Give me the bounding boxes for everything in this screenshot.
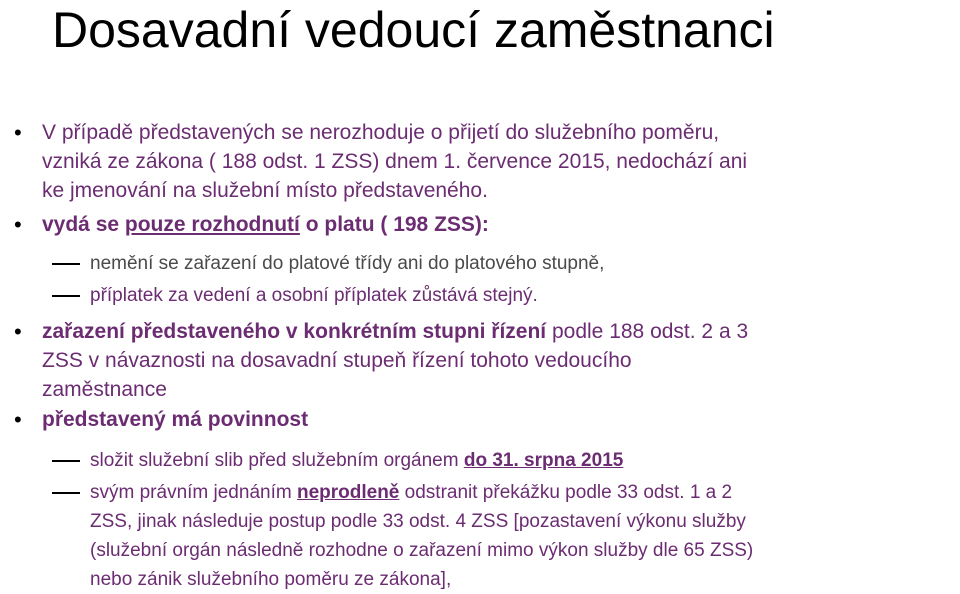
text-run: (služební orgán následně rozhodne o zařazení mimo výkon služby dle 65 ZSS) (90, 540, 754, 561)
text-run: o platu ( 198 ZSS): (299, 213, 489, 236)
text-run: odstranit překážku podle 33 odst. 1 a 2 (399, 482, 733, 503)
bullet-marker: • (14, 319, 22, 344)
item-text (90, 446, 623, 475)
text-line (90, 565, 753, 594)
dash-marker (52, 460, 80, 462)
text-line (90, 536, 753, 565)
text-run: pouze rozhodnutí (124, 213, 300, 236)
text-line (90, 478, 753, 507)
text-line (42, 346, 748, 375)
text-run: ZSS, jinak následuje postup podle 33 odst. 4 ZSS [pozastavení výkonu služby (90, 511, 746, 532)
dash-marker (52, 263, 80, 265)
text-line (42, 405, 308, 434)
text-line (90, 507, 753, 536)
item-text (42, 118, 747, 205)
text-run: představený má povinnost (42, 408, 309, 431)
text-run: zaměstnance (42, 378, 167, 401)
text-line (90, 446, 623, 475)
text-run: do 31. srpna 2015 (463, 450, 624, 471)
bullet-marker: • (14, 212, 22, 237)
text-run: příplatek za vedení a osobní příplatek zůstává stejný. (90, 285, 538, 306)
item-text (42, 317, 748, 404)
item-text (90, 249, 604, 278)
text-line (42, 317, 748, 346)
text-line (42, 118, 747, 147)
slide-title: Dosavadní vedoucí zaměstnanci (52, 2, 775, 58)
dash-marker (52, 295, 80, 297)
text-line (90, 249, 604, 278)
bullet-marker: • (14, 120, 22, 145)
text-run: ke jmenování na služební místo představeného. (42, 179, 488, 202)
text-run: nebo zánik služebního poměru ze zákona], (90, 569, 452, 590)
item-text (90, 478, 753, 594)
item-text (42, 210, 489, 239)
item-text (90, 281, 538, 310)
item-text (42, 405, 308, 434)
text-line (42, 375, 748, 404)
text-run: podle 188 odst. 2 a 3 (546, 320, 749, 343)
text-run: nemění se zařazení do platové třídy ani do platového stupně, (90, 253, 605, 274)
text-line (42, 210, 489, 239)
text-run: neprodleně (296, 482, 400, 503)
text-run: V případě představených se nerozhoduje o přijetí do služebního poměru, (42, 121, 720, 144)
text-line (42, 176, 747, 205)
text-run: ZSS v návaznosti na dosavadní stupeň řízení tohoto vedoucího (42, 349, 632, 372)
text-run: vydá se (42, 213, 125, 236)
text-run: zařazení představeného v konkrétním stupni řízení (42, 320, 547, 343)
bullet-marker: • (14, 407, 22, 432)
text-run: složit služební slib před služebním orgánem (90, 450, 464, 471)
text-run: vzniká ze zákona ( 188 odst. 1 ZSS) dnem 1. července 2015, nedochází ani (42, 150, 748, 173)
text-line (90, 281, 538, 310)
dash-marker (52, 492, 80, 494)
text-line (42, 147, 747, 176)
text-run: svým právním jednáním (90, 482, 297, 503)
